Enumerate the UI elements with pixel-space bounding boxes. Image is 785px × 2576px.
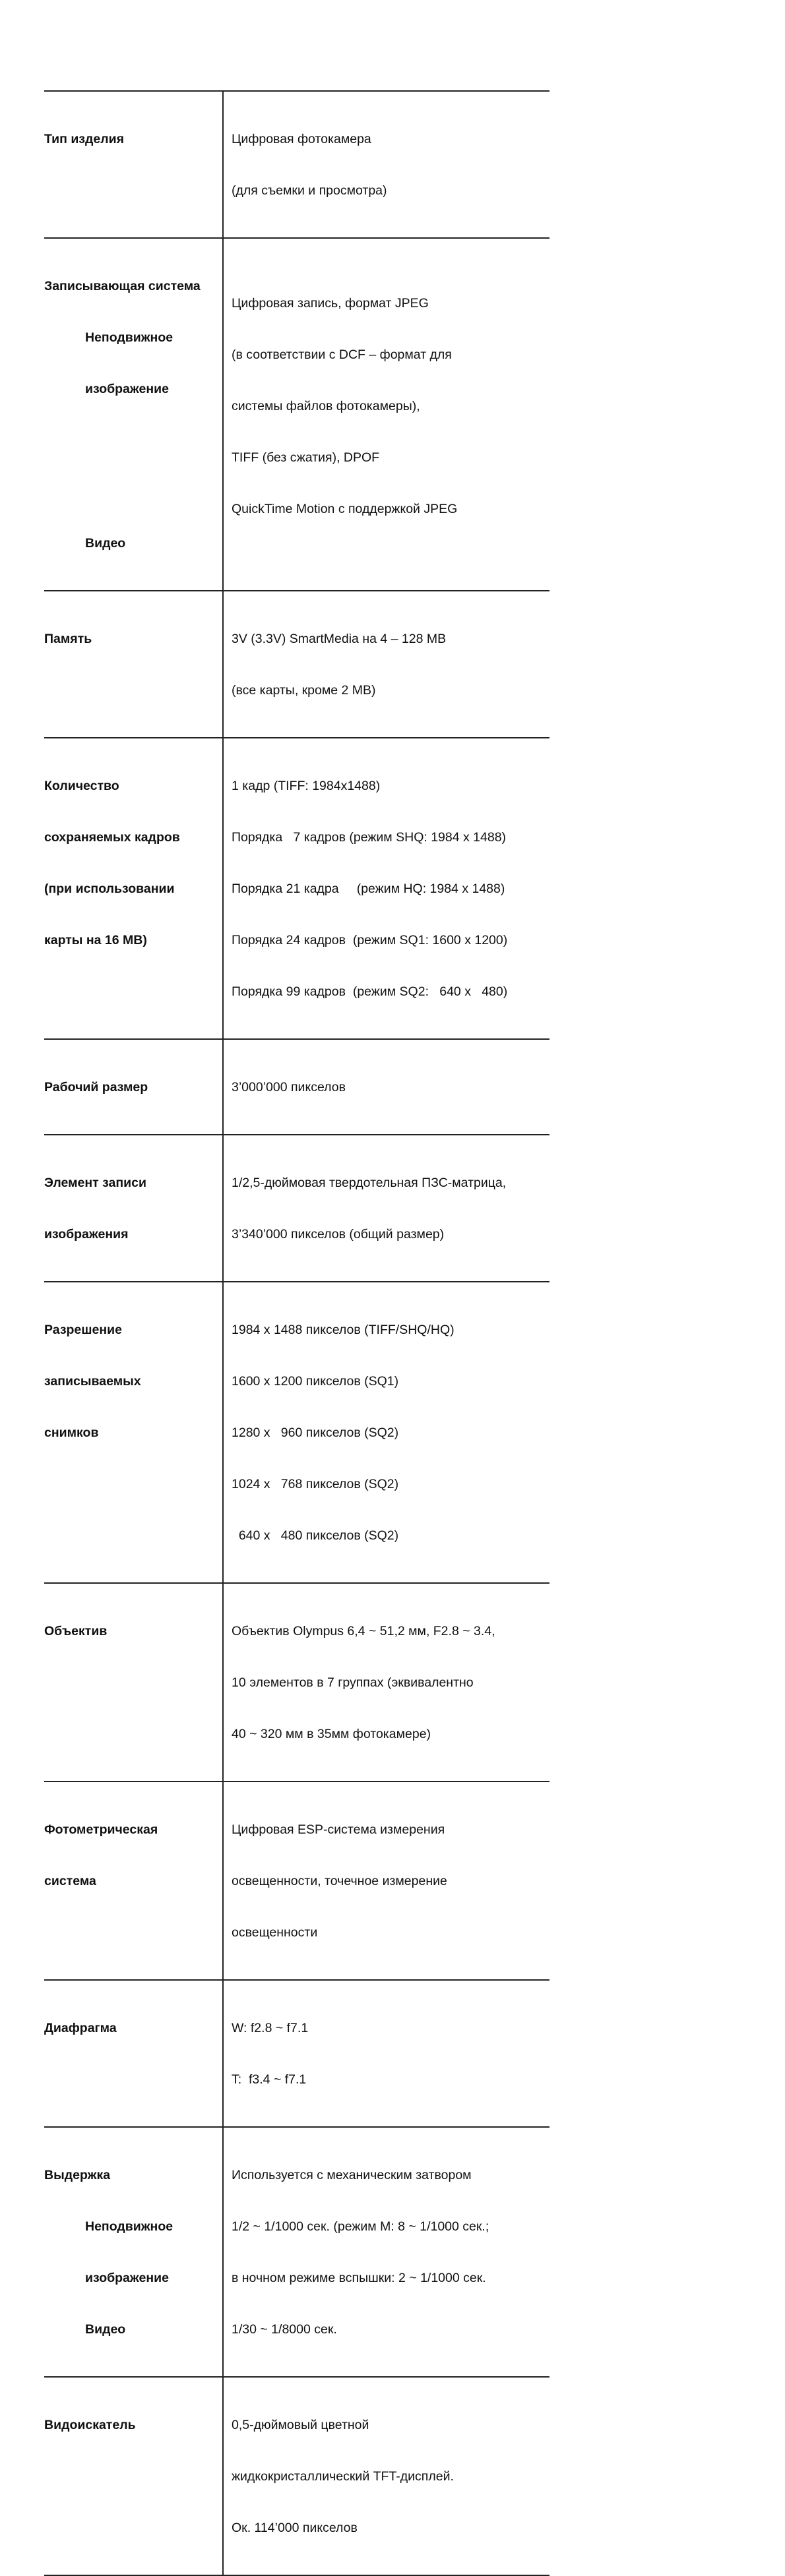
spec-value xyxy=(224,1282,550,1582)
spec-row-working-size xyxy=(44,1040,550,1135)
value-line: 1/2 ~ 1/1000 сек. (режим M: 8 ~ 1/1000 сек.; xyxy=(232,2219,489,2234)
value-line: (все карты, кроме 2 MB) xyxy=(232,683,376,698)
spec-row-image-sensor xyxy=(44,1135,550,1282)
label-line: карты на 16 MB) xyxy=(44,933,147,947)
value-line: 640 x 480 пикселов (SQ2) xyxy=(232,1528,399,1543)
label-line: Видоискатель xyxy=(44,2418,136,2432)
value-line: Порядка 24 кадров (режим SQ1: 1600 x 1200) xyxy=(232,933,508,947)
value-line: в ночном режиме вспышки: 2 ~ 1/1000 сек. xyxy=(232,2271,486,2285)
value-line: Ок. 114’000 пикселов xyxy=(232,2521,358,2535)
spec-value xyxy=(224,1135,550,1281)
label-line: Видео xyxy=(85,536,126,551)
value-line: 3V (3.3V) SmartMedia на 4 – 128 MB xyxy=(232,632,447,646)
value-line: (в соответствии с DCF – формат для xyxy=(232,347,452,362)
spec-label xyxy=(44,738,224,1038)
spec-label xyxy=(44,1584,224,1781)
spec-value xyxy=(224,1584,550,1781)
spec-table xyxy=(44,90,550,2576)
label-line: Разрешение xyxy=(44,1323,122,1337)
spec-value xyxy=(224,1981,550,2126)
spec-value xyxy=(224,2378,550,2575)
spec-label xyxy=(44,1282,224,1582)
value-line: (для съемки и просмотра) xyxy=(232,183,387,198)
value-line: 0,5-дюймовый цветной xyxy=(232,2418,369,2432)
value-line: освещенности, точечное измерение xyxy=(232,1874,447,1888)
label-line: Тип изделия xyxy=(44,132,125,146)
label-line: изображение xyxy=(85,2271,169,2285)
label-line: Рабочий размер xyxy=(44,1080,148,1094)
spec-label xyxy=(44,1135,224,1281)
label-line: Неподвижное xyxy=(85,330,173,345)
label-line xyxy=(44,483,222,500)
value-line: 1600 x 1200 пикселов (SQ1) xyxy=(232,1374,399,1389)
spec-label xyxy=(44,92,224,237)
spec-label xyxy=(44,1040,224,1134)
spec-label xyxy=(44,239,224,590)
spec-row-metering xyxy=(44,1782,550,1981)
value-line: W: f2.8 ~ f7.1 xyxy=(232,2021,309,2035)
label-line: снимков xyxy=(44,1425,99,1440)
value-line: Порядка 21 кадра (режим HQ: 1984 x 1488) xyxy=(232,882,505,896)
label-line: (при использовании xyxy=(44,882,175,896)
value-line: 1 кадр (TIFF: 1984x1488) xyxy=(232,779,381,793)
value-line: Объектив Olympus 6,4 ~ 51,2 мм, F2.8 ~ 3.4, xyxy=(232,1624,495,1638)
value-line: 1024 x 768 пикселов (SQ2) xyxy=(232,1477,399,1491)
spec-row-memory xyxy=(44,591,550,738)
spec-row-recording-system xyxy=(44,239,550,591)
spec-label xyxy=(44,1981,224,2126)
label-line: изображение xyxy=(85,382,169,396)
label-line: Неподвижное xyxy=(85,2219,173,2234)
value-line: Порядка 99 кадров (режим SQ2: 640 x 480) xyxy=(232,984,508,999)
label-line: изображения xyxy=(44,1227,129,1242)
label-line: Диафрагма xyxy=(44,2021,117,2035)
spec-label xyxy=(44,1782,224,1979)
spec-row-aperture xyxy=(44,1981,550,2128)
value-line: Цифровая фотокамера xyxy=(232,132,371,146)
label-line: записываемых xyxy=(44,1374,141,1389)
spec-value xyxy=(224,591,550,737)
spec-value xyxy=(224,738,550,1038)
spec-value xyxy=(224,1782,550,1979)
label-line: Видео xyxy=(85,2322,126,2337)
value-line: 40 ~ 320 мм в 35мм фотокамере) xyxy=(232,1727,431,1741)
value-line: TIFF (без сжатия), DPOF xyxy=(232,450,380,465)
value-line: Используется с механическим затвором xyxy=(232,2168,472,2182)
value-line: Порядка 7 кадров (режим SHQ: 1984 x 1488) xyxy=(232,830,507,845)
label-line: Выдержка xyxy=(44,2168,111,2182)
spec-value xyxy=(224,1040,550,1134)
label-line: сохраняемых кадров xyxy=(44,830,180,845)
spec-label xyxy=(44,591,224,737)
value-line: 1/30 ~ 1/8000 сек. xyxy=(232,2322,337,2337)
spec-row-frames-count xyxy=(44,738,550,1040)
value-line: Цифровая ESP-система измерения xyxy=(232,1822,445,1837)
spec-row-viewfinder xyxy=(44,2378,550,2576)
value-line: T: f3.4 ~ f7.1 xyxy=(232,2072,307,2087)
spec-row-lens xyxy=(44,1584,550,1782)
value-line: 3’340’000 пикселов (общий размер) xyxy=(232,1227,445,1242)
spec-label xyxy=(44,2128,224,2376)
value-line: 1984 x 1488 пикселов (TIFF/SHQ/HQ) xyxy=(232,1323,455,1337)
value-line: жидкокристаллический TFT-дисплей. xyxy=(232,2469,454,2484)
spec-row-shutter-speed xyxy=(44,2128,550,2378)
value-line: 1280 x 960 пикселов (SQ2) xyxy=(232,1425,399,1440)
spec-label xyxy=(44,2378,224,2575)
label-line: Фотометрическая xyxy=(44,1822,158,1837)
spec-value xyxy=(224,2128,550,2376)
spec-value xyxy=(224,239,550,590)
label-line xyxy=(44,432,222,449)
value-line: QuickTime Motion с поддержкой JPEG xyxy=(232,502,458,516)
value-line: Цифровая запись, формат JPEG xyxy=(232,296,429,311)
value-line: освещенности xyxy=(232,1925,318,1940)
value-line: 10 элементов в 7 группах (эквивалентно xyxy=(232,1675,474,1690)
label-line: Элемент записи xyxy=(44,1176,147,1190)
label-line: Записывающая система xyxy=(44,279,201,293)
label-line: Количество xyxy=(44,779,119,793)
spec-row-resolution xyxy=(44,1282,550,1584)
label-line: Объектив xyxy=(44,1624,108,1638)
label-line: система xyxy=(44,1874,96,1888)
spec-value xyxy=(224,92,550,237)
value-line: системы файлов фотокамеры), xyxy=(232,399,420,413)
value-line: 3’000’000 пикселов xyxy=(232,1080,346,1094)
spec-row-product-type xyxy=(44,92,550,239)
label-line: Память xyxy=(44,632,92,646)
value-line: 1/2,5-дюймовая твердотельная ПЗС-матрица, xyxy=(232,1176,507,1190)
